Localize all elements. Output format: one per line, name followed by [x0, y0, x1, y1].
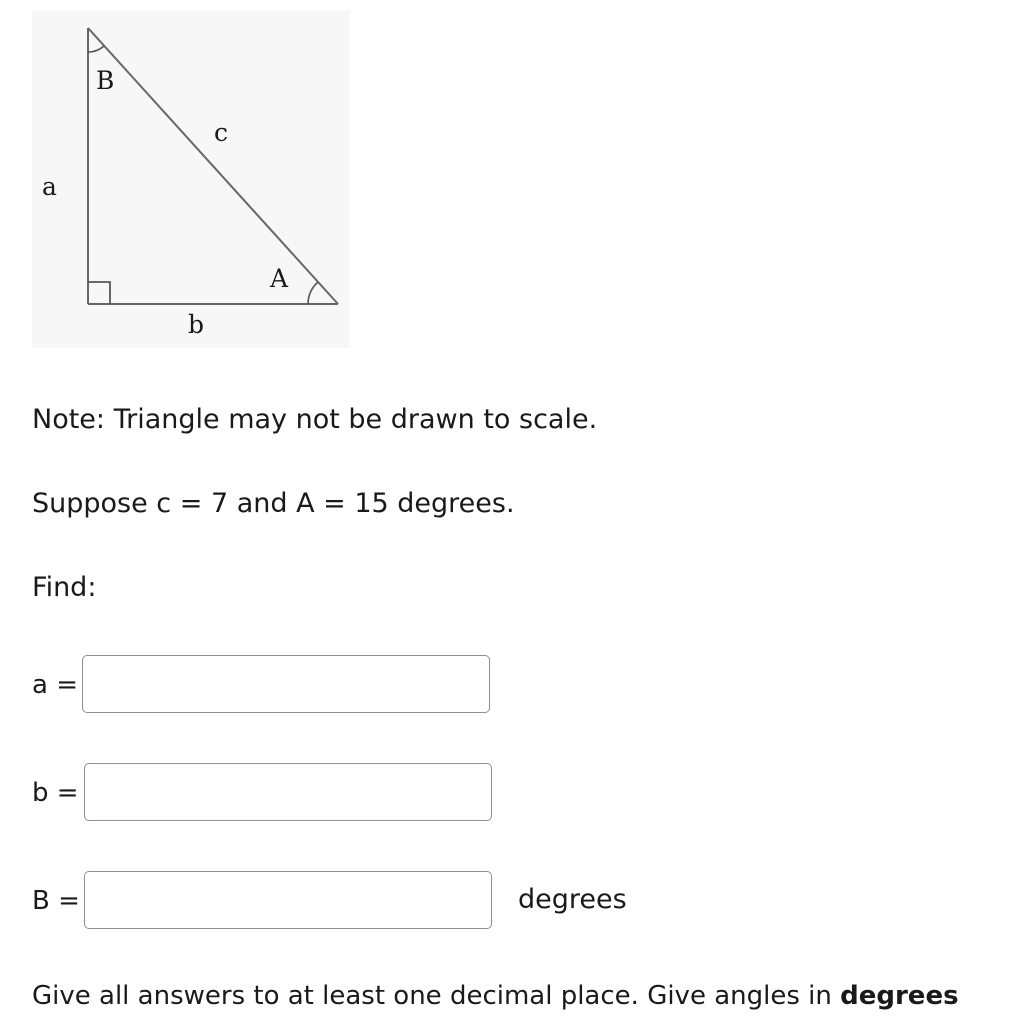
answer-row-b — [32, 763, 79, 823]
side-label-b: b — [188, 310, 205, 339]
vertex-label-B: B — [96, 66, 115, 95]
right-angle-marker — [88, 282, 110, 304]
answer-unit-B: degrees — [518, 884, 627, 915]
answer-input-B[interactable] — [84, 871, 492, 929]
answer-input-b[interactable] — [84, 763, 492, 821]
answer-row-B — [32, 871, 80, 931]
side-label-c: c — [214, 118, 229, 147]
side-label-a: a — [42, 172, 57, 201]
given-values: Suppose c = 7 and A = 15 degrees. — [32, 488, 515, 519]
answer-input-a[interactable] — [82, 655, 490, 713]
right-triangle-diagram — [32, 10, 350, 348]
answer-instructions — [32, 983, 959, 1009]
scale-note: Note: Triangle may not be drawn to scale. — [32, 404, 598, 435]
answer-label-B: B = — [32, 886, 80, 916]
instructions-text: Give all answers to at least one decimal place. Give angles in — [32, 981, 841, 1011]
vertex-label-A: A — [270, 264, 289, 293]
instructions-emphasis: degrees — [840, 981, 959, 1011]
find-label: Find: — [32, 572, 97, 603]
angle-b-arc — [88, 46, 104, 52]
side-c-line — [88, 28, 338, 304]
answer-row-a — [32, 655, 78, 715]
answer-label-b: b = — [32, 778, 79, 808]
angle-a-arc — [308, 282, 318, 304]
answer-label-a: a = — [32, 670, 78, 700]
triangle-figure — [32, 10, 350, 348]
